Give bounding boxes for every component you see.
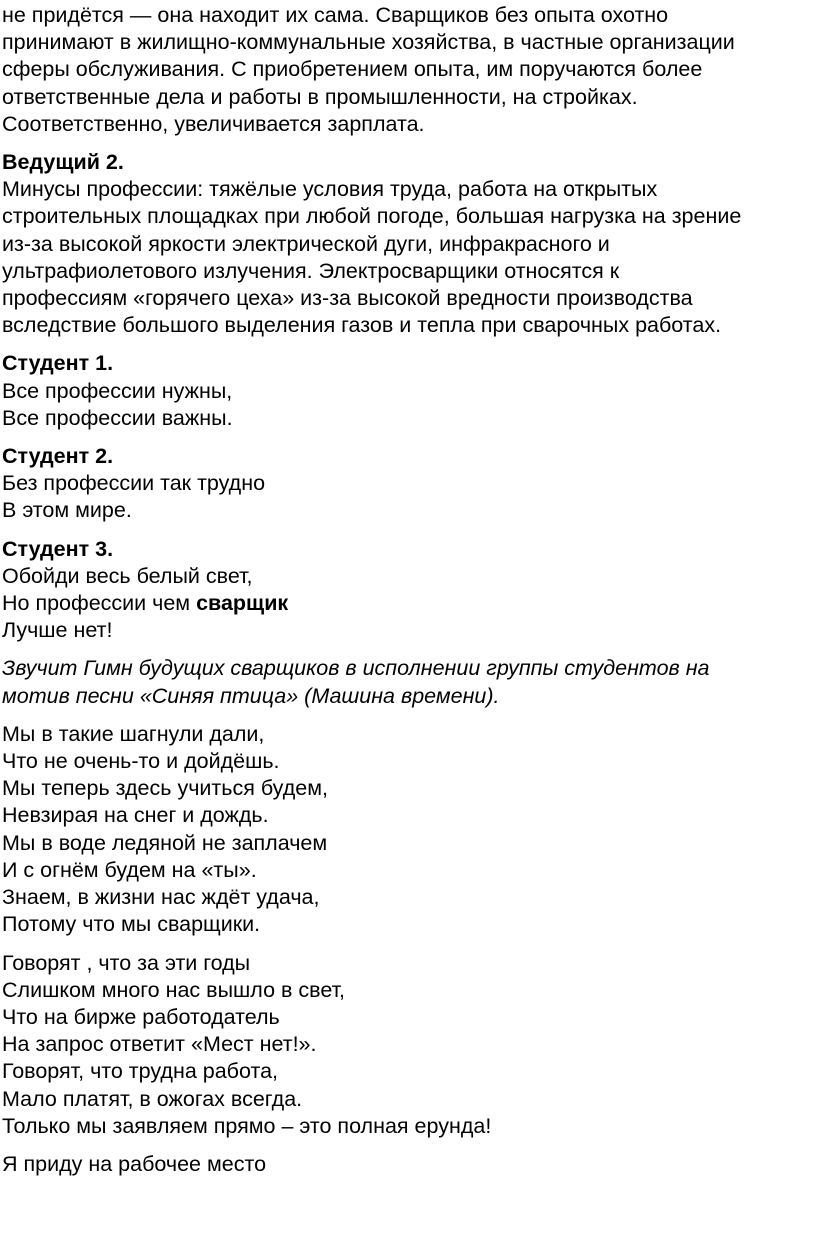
emphasized-word: сварщик — [196, 591, 289, 616]
text-line: из-за высокой яркости электрической дуги, инфракрасного и — [2, 231, 610, 256]
verse-line: Невзирая на снег и дождь. — [2, 803, 269, 828]
text-line: мотив песни «Синяя птица» (Машина времени). — [2, 683, 500, 708]
document-page — [2, 2, 812, 1189]
verse-line: Говорят , что за эти годы — [2, 950, 251, 975]
verse-line: Мы теперь здесь учиться будем, — [2, 776, 328, 801]
verse-line: Мы в воде ледяной не заплачем — [2, 830, 328, 855]
verse-line: И с огнём будем на «ты». — [2, 857, 257, 882]
text-line: строительных площадках при любой погоде, большая нагрузка на зрение — [2, 204, 742, 229]
verse-line: Что не очень-то и дойдёшь. — [2, 749, 280, 774]
song-verse-3 — [2, 1151, 812, 1178]
verse-line: Знаем, в жизни нас ждёт удача, — [2, 885, 320, 910]
text-line: Без профессии так трудно — [2, 471, 266, 496]
verse-line: Что на бирже работодатель — [2, 1004, 280, 1029]
student1-block — [2, 350, 812, 432]
student3-block — [2, 536, 812, 645]
text-line: ответственные дела и работы в промышленности, на стройках. — [2, 84, 638, 109]
speaker-heading: Студент 1. — [2, 351, 114, 376]
song-verse-1 — [2, 721, 812, 939]
student2-block — [2, 443, 812, 525]
verse-line: На запрос ответит «Мест нет!». — [2, 1032, 317, 1057]
verse-line: Только мы заявляем прямо – это полная ерунда! — [2, 1113, 492, 1138]
text-line: В этом мире. — [2, 498, 132, 523]
verse-line: Потому что мы сварщики. — [2, 912, 261, 937]
intro-paragraph — [2, 2, 812, 138]
verse-line: Говорят, что трудна работа, — [2, 1059, 279, 1084]
verse-line: Я приду на рабочее место — [2, 1151, 267, 1176]
verse-line: Мы в такие шагнули дали, — [2, 721, 265, 746]
text-line: Минусы профессии: тяжёлые условия труда, работа на открытых — [2, 177, 658, 202]
text-line — [2, 590, 812, 617]
text-line: не придётся — она находит их сама. Сварщиков без опыта охотно — [2, 3, 669, 27]
text-line: Все профессии важны. — [2, 405, 233, 430]
text-line: вследствие большого выделения газов и тепла при сварочных работах. — [2, 313, 722, 338]
text-line: сферы обслуживания. С приобретением опыта, им поручаются более — [2, 57, 703, 82]
text-line: Лучше нет! — [2, 618, 113, 643]
text-line: Звучит Гимн будущих сварщиков в исполнении группы студентов на — [2, 656, 710, 681]
speaker-heading: Ведущий 2. — [2, 150, 124, 175]
text-line: принимают в жилищно-коммунальные хозяйства, в частные организации — [2, 30, 735, 55]
text-line: профессиям «горячего цеха» из-за высокой вредности производства — [2, 286, 693, 311]
text-line: Все профессии нужны, — [2, 378, 233, 403]
text-line: ультрафиолетового излучения. Электросварщики относятся к — [2, 258, 620, 283]
verse-line: Слишком много нас вышло в свет, — [2, 977, 346, 1002]
verse-line: Мало платят, в ожогах всегда. — [2, 1086, 303, 1111]
stage-direction — [2, 655, 812, 709]
speaker-heading: Студент 3. — [2, 536, 114, 561]
song-verse-2 — [2, 950, 812, 1140]
host2-block — [2, 149, 812, 339]
text-segment: Но профессии чем — [2, 591, 197, 616]
speaker-heading: Студент 2. — [2, 444, 114, 469]
text-line: Обойди весь белый свет, — [2, 563, 253, 588]
text-line: Соответственно, увеличивается зарплата. — [2, 111, 425, 136]
